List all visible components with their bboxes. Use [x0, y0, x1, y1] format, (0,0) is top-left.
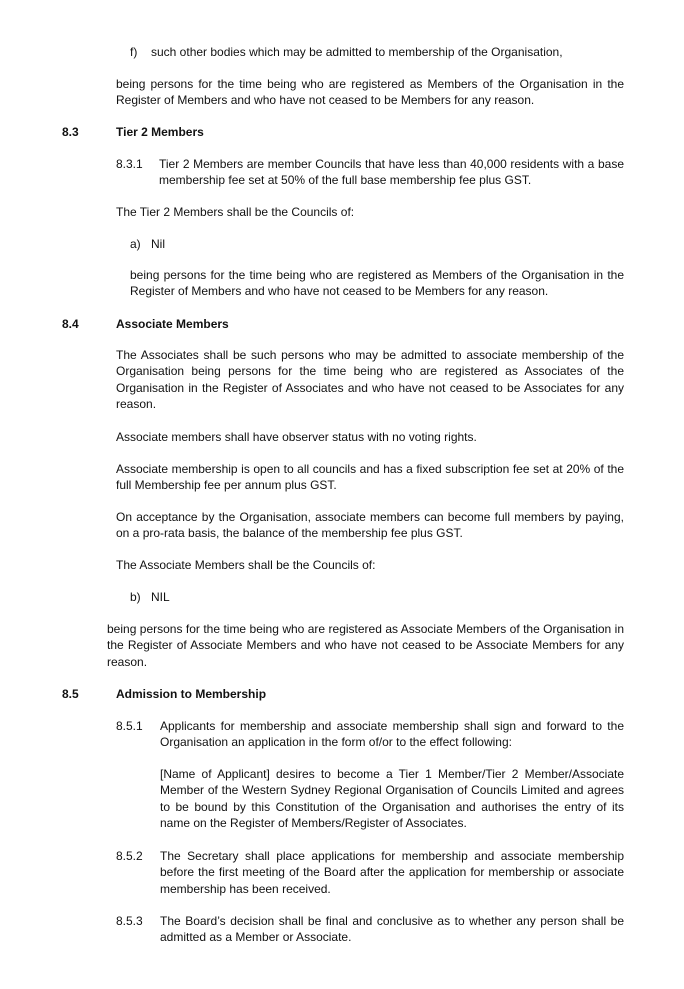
associate-paragraph-3: Associate membership is open to all councils and has a fixed subscription fee set at 20% of the full Membership fee per annum plus GST.	[116, 462, 624, 493]
section-number-8-3: 8.3	[62, 125, 79, 139]
tier2-closing-paragraph: being persons for the time being who are registered as Members of the Organisation in the Register of Members and who have not ceased to be Members for any reason.	[130, 268, 624, 299]
subsection-text-8-5-2: The Secretary shall place applications for membership and associate membership before the first meeting of the Board after the application for membership or associate membership has been received.	[160, 849, 624, 896]
subsection-number-8-3-1: 8.3.1	[116, 157, 143, 171]
associate-paragraph-4: On acceptance by the Organisation, associate members can become full members by paying, on a pro-rata basis, the balance of the membership fee plus GST.	[116, 510, 624, 541]
section-title-tier-2: Tier 2 Members	[116, 125, 204, 139]
subsection-number-8-5-2: 8.5.2	[116, 849, 143, 863]
associate-paragraph-2: Associate members shall have observer status with no voting rights.	[116, 430, 477, 444]
list-item-f-text: such other bodies which may be admitted to membership of the Organisation,	[151, 45, 563, 59]
section-number-8-5: 8.5	[62, 687, 79, 701]
subsection-text-8-3-1: Tier 2 Members are member Councils that have less than 40,000 residents with a base membership fee set at 50% of the full base membership fee plus GST.	[159, 157, 624, 188]
list-item-b-text: NIL	[151, 590, 170, 604]
tier2-councils-intro: The Tier 2 Members shall be the Councils of:	[116, 205, 355, 219]
list-item-a-text: Nil	[151, 237, 165, 251]
application-form-quote: [Name of Applicant] desires to become a Tier 1 Member/Tier 2 Member/Associate Member of the Western Sydney Regional Organisation of Councils Limited and agrees to be bound by this Constitution of the Organisation and authorises the entry of its name on the Register of Members/Register of Associates.	[160, 767, 624, 831]
section-title-associate-members: Associate Members	[116, 317, 229, 331]
intro-closing-paragraph: being persons for the time being who are registered as Members of the Organisation in the Register of Members and who have not ceased to be Members for any reason.	[116, 77, 624, 108]
list-marker-b: b)	[130, 590, 141, 604]
section-title-admission: Admission to Membership	[116, 687, 267, 701]
subsection-text-8-5-3: The Board’s decision shall be final and conclusive as to whether any person shall be admitted as a Member or Associate.	[160, 914, 624, 945]
associate-councils-intro: The Associate Members shall be the Councils of:	[116, 558, 376, 572]
subsection-text-8-5-1: Applicants for membership and associate membership shall sign and forward to the Organisation an application in the form of/or to the effect following:	[160, 719, 624, 750]
list-marker-f: f)	[130, 45, 138, 59]
associate-closing-paragraph: being persons for the time being who are registered as Associate Members of the Organisation in the Register of Associate Members and who have not ceased to be Associate Members for any reason.	[107, 622, 624, 669]
subsection-number-8-5-3: 8.5.3	[116, 914, 143, 928]
associate-paragraph-1: The Associates shall be such persons who may be admitted to associate membership of the Organisation being persons for the time being who are registered as Associates of the Organisation in the Register of Associates and who have not ceased to be Associates for any reason.	[116, 348, 624, 412]
section-number-8-4: 8.4	[62, 317, 79, 331]
list-marker-a: a)	[130, 237, 141, 251]
subsection-number-8-5-1: 8.5.1	[116, 719, 143, 733]
